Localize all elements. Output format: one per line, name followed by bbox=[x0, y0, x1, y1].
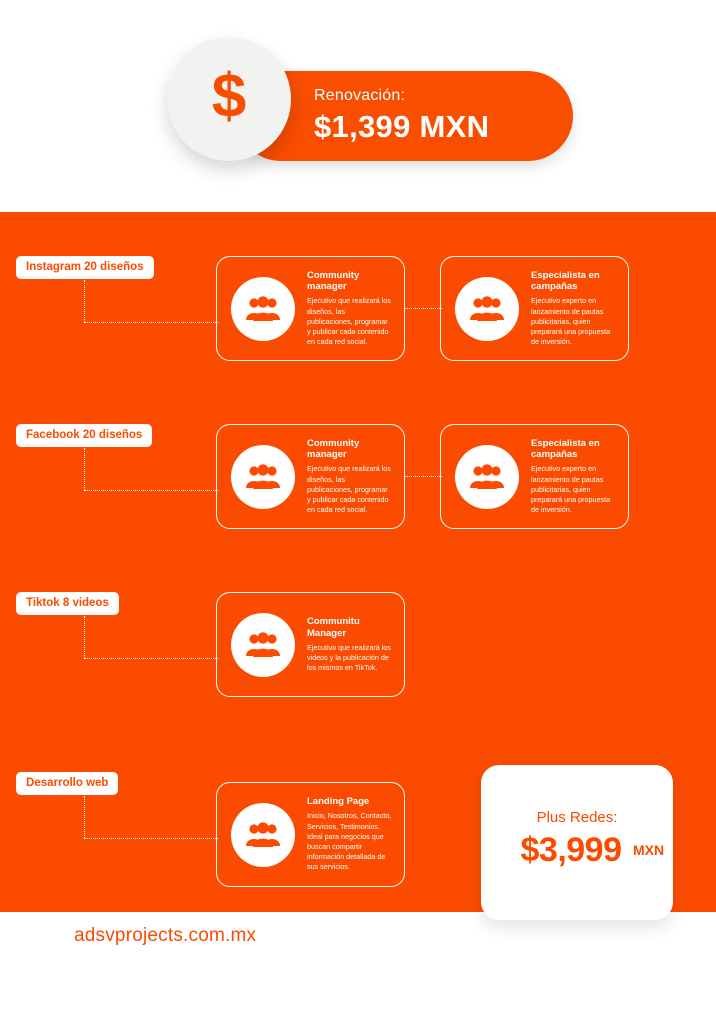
avatar bbox=[231, 613, 295, 677]
card-instagram-especialista-campanas[interactable] bbox=[440, 256, 629, 361]
card-text bbox=[307, 593, 392, 696]
connector-line-desarrollo-horizontal bbox=[84, 838, 218, 839]
connector-line-instagram-between-cards bbox=[404, 308, 442, 309]
people-group-icon bbox=[246, 632, 280, 658]
section-tag-tiktok: Tiktok 8 videos bbox=[16, 592, 119, 615]
plus-redes-price-box bbox=[481, 765, 673, 920]
plus-redes-label: Plus Redes: bbox=[536, 809, 618, 826]
plus-redes-amount: $3,999 bbox=[520, 831, 622, 869]
card-facebook-especialista-campanas[interactable] bbox=[440, 424, 629, 529]
card-text bbox=[531, 425, 616, 528]
connector-line-desarrollo-vertical bbox=[84, 796, 85, 838]
connector-line-facebook-between-cards bbox=[404, 476, 442, 477]
card-title: Landing Page bbox=[307, 796, 370, 808]
card-description: Inicio, Nosotros, Contacto, Servicios, Testimonios. Ideal para negocios que buscan compartir información detallada de sus servicios. bbox=[307, 811, 392, 872]
dollar-sign-icon: $ bbox=[211, 62, 247, 131]
connector-line-facebook-vertical bbox=[84, 448, 85, 490]
card-title: Community manager bbox=[307, 269, 360, 293]
renewal-amount: $1,399 MXN bbox=[314, 109, 490, 144]
card-description: Ejecutivo que realizará los diseños, las publicaciones, programar y publicar cada contenido en cada red social. bbox=[307, 296, 391, 347]
card-facebook-community-manager[interactable] bbox=[216, 424, 405, 529]
card-description: Ejecutivo experto en lanzamiento de pautas publicitarias, quien preparará una propuesta de inversión. bbox=[531, 464, 611, 515]
card-desarrollo-landing-page[interactable] bbox=[216, 782, 405, 887]
card-text bbox=[307, 425, 392, 528]
connector-line-instagram-vertical bbox=[84, 280, 85, 322]
connector-line-tiktok-vertical bbox=[84, 616, 85, 658]
section-tag-facebook: Facebook 20 diseños bbox=[16, 424, 152, 447]
card-description: Ejecutivo que realizará los videos y la publicación de los mismos en TikTok. bbox=[307, 642, 391, 672]
renewal-label: Renovación: bbox=[314, 87, 406, 104]
avatar bbox=[231, 445, 295, 509]
card-title: Especialista en campañas bbox=[531, 269, 600, 293]
card-instagram-community-manager[interactable] bbox=[216, 256, 405, 361]
avatar bbox=[231, 277, 295, 341]
section-tag-instagram: Instagram 20 diseños bbox=[16, 256, 154, 279]
coin-badge bbox=[167, 37, 291, 161]
header-area bbox=[0, 0, 716, 212]
people-group-icon bbox=[470, 296, 504, 322]
plus-redes-currency: MXN bbox=[633, 842, 665, 858]
card-title: Especialista en campañas bbox=[531, 437, 600, 461]
card-title: Communitu Manager bbox=[307, 615, 360, 639]
people-group-icon bbox=[246, 822, 280, 848]
card-tiktok-community-manager[interactable] bbox=[216, 592, 405, 697]
card-description: Ejecutivo que realizará los diseños, las publicaciones, programar y publicar cada contenido en cada red social. bbox=[307, 464, 391, 515]
connector-line-instagram-horizontal bbox=[84, 322, 218, 323]
people-group-icon bbox=[470, 464, 504, 490]
connector-line-tiktok-horizontal bbox=[84, 658, 218, 659]
card-text bbox=[307, 257, 392, 360]
site-url[interactable]: adsvprojects.com.mx bbox=[74, 925, 257, 946]
card-text bbox=[307, 783, 392, 886]
card-title: Community manager bbox=[307, 437, 360, 461]
connector-line-facebook-horizontal bbox=[84, 490, 218, 491]
avatar bbox=[455, 445, 519, 509]
avatar bbox=[455, 277, 519, 341]
avatar bbox=[231, 803, 295, 867]
people-group-icon bbox=[246, 464, 280, 490]
card-description: Ejecutivo experto en lanzamiento de pautas publicitarias, quien preparará una propuesta de inversión. bbox=[531, 296, 611, 347]
card-text bbox=[531, 257, 616, 360]
people-group-icon bbox=[246, 296, 280, 322]
section-tag-desarrollo-web: Desarrollo web bbox=[16, 772, 118, 795]
